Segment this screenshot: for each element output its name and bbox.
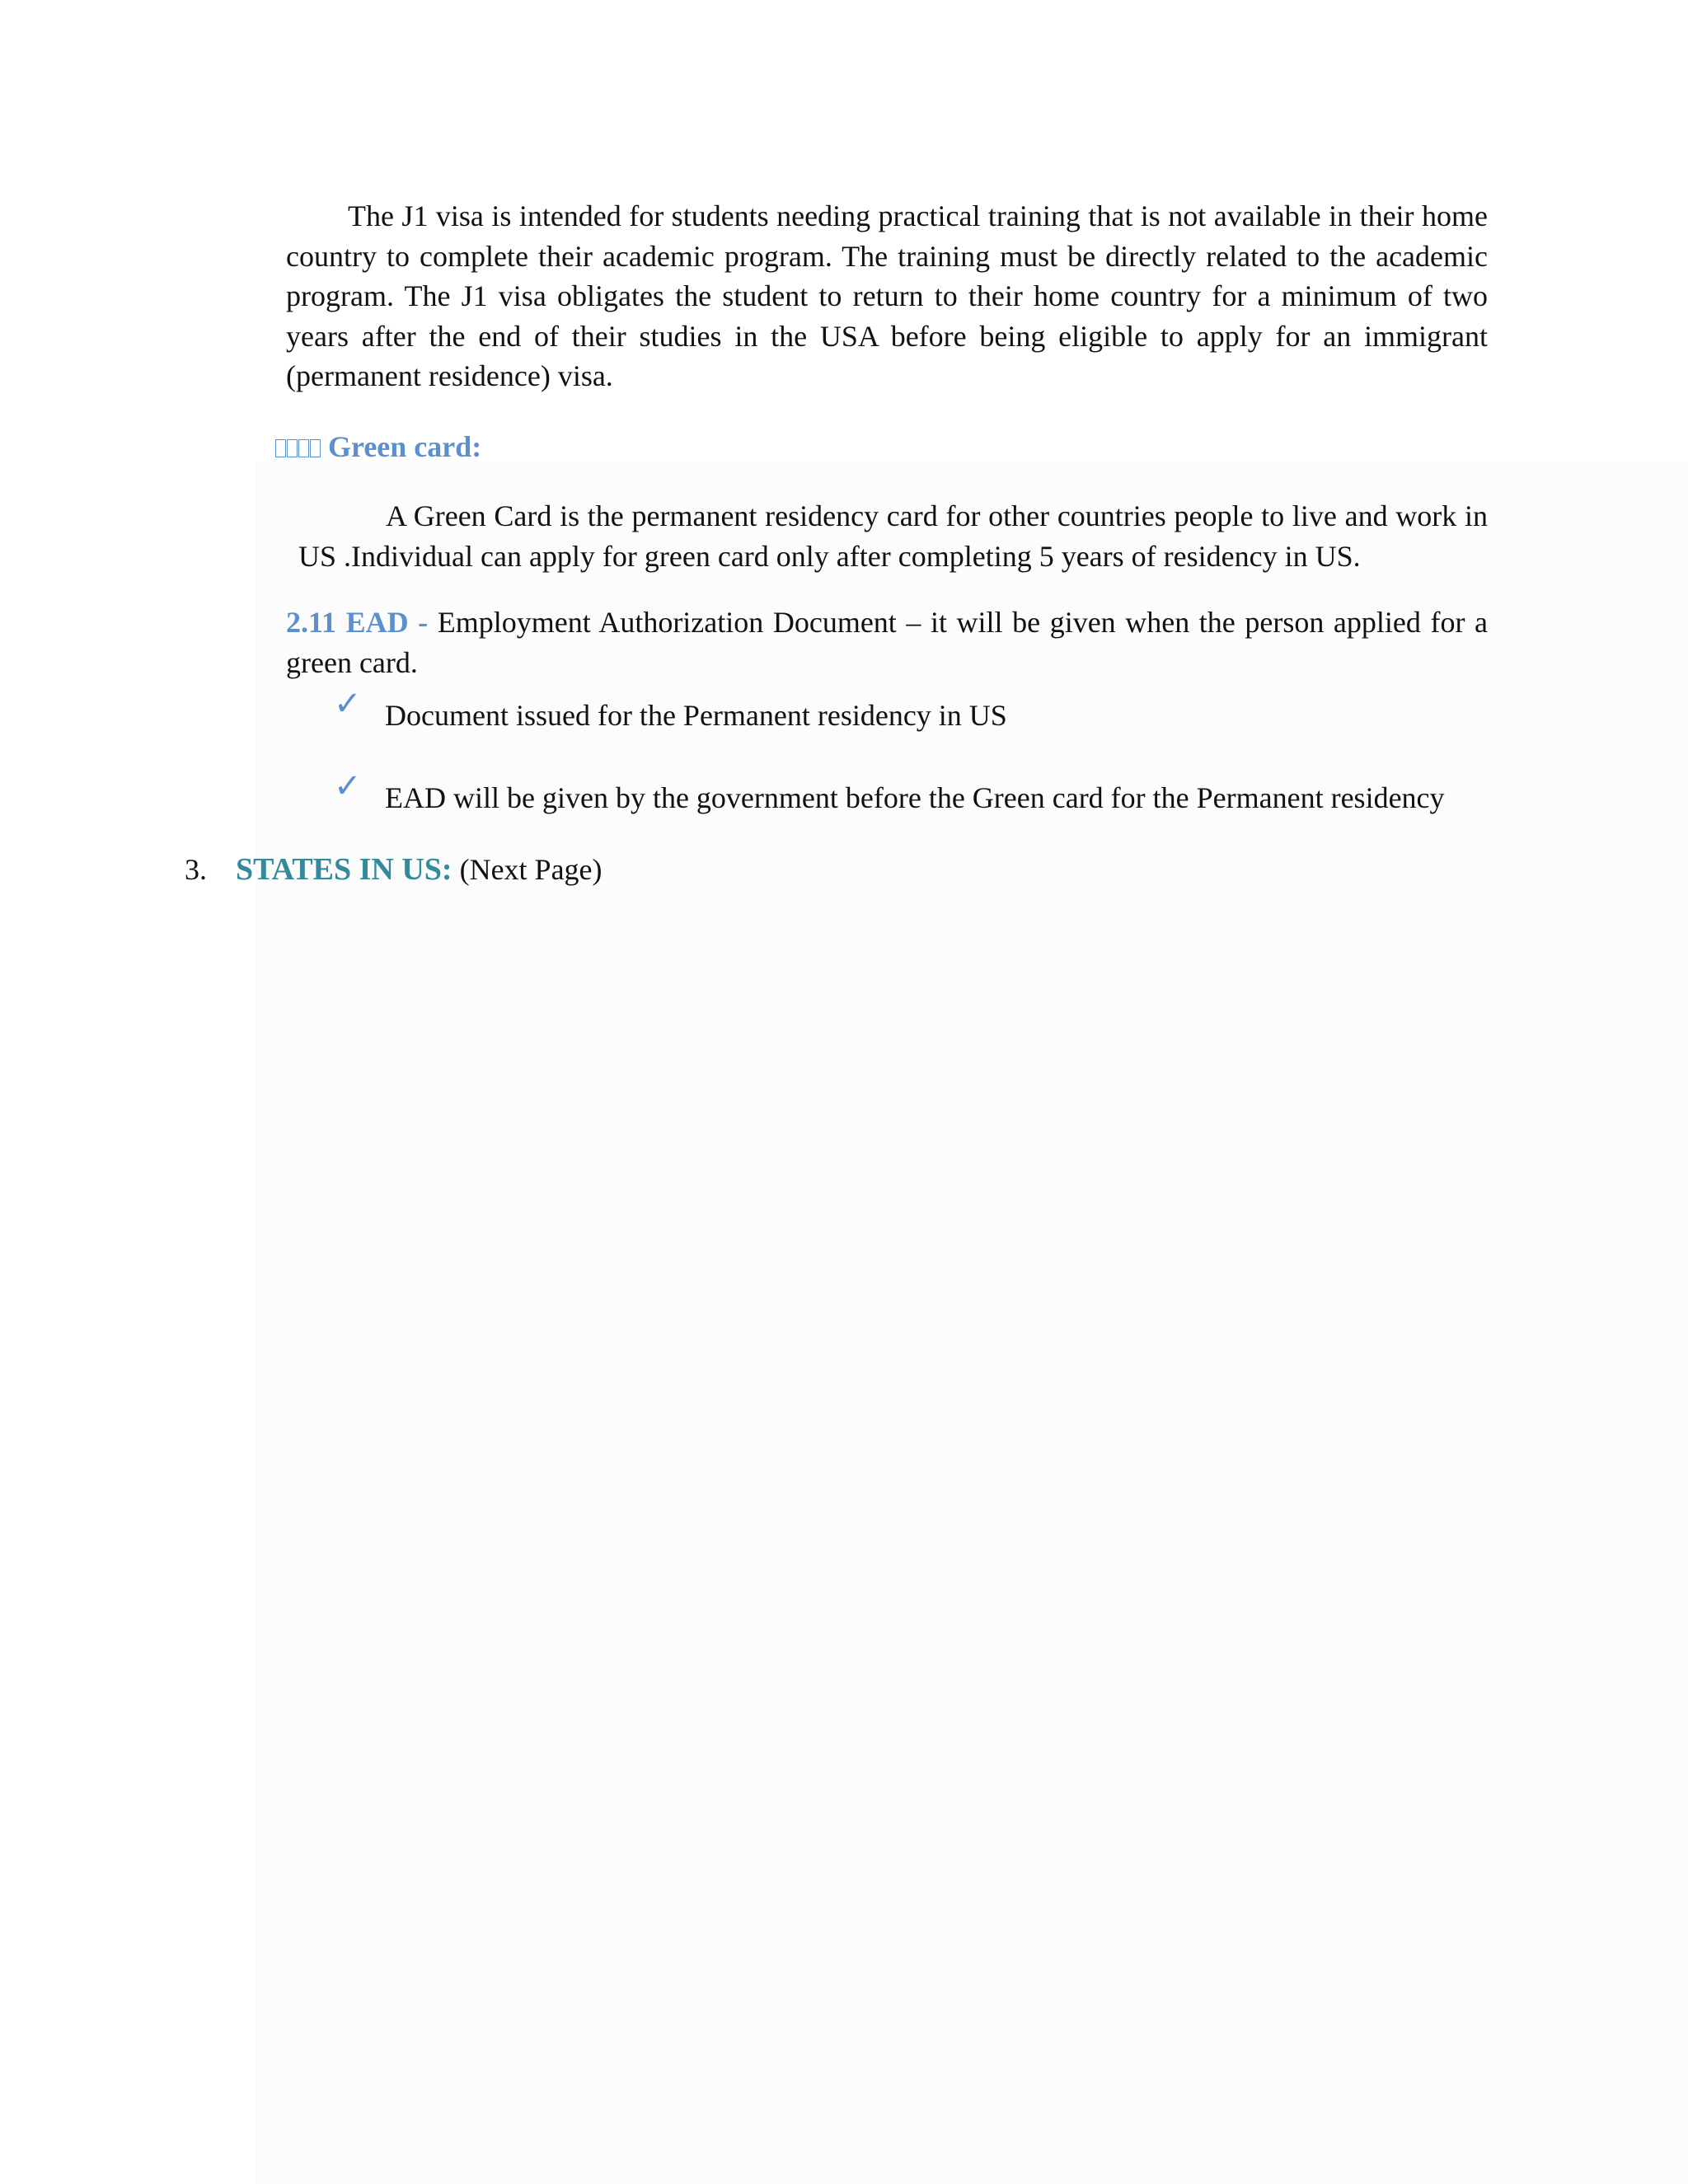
j1-visa-paragraph: The J1 visa is intended for students needing practical training that is not available in their home country to complete their academic program. The training must be directly related to the academic program. The J1 visa obligates the student to return to their home country for a minimum of two years after the end of their studies in the USA before being eligible to apply for an immigrant (permanent residence) visa. xyxy=(286,199,1488,392)
green-card-heading xyxy=(275,427,481,466)
list-item-text: Document issued for the Permanent residency in US xyxy=(385,699,1007,732)
green-card-paragraph: A Green Card is the permanent residency card for other countries people to live and work in US .Individual can apply for green card only after completing 5 years of residency in US. xyxy=(298,499,1488,573)
checkmark-icon: ✓ xyxy=(334,685,362,723)
ead-paragraph xyxy=(286,602,1488,682)
section-number: 3. xyxy=(185,853,207,886)
ead-text: Employment Authorization Document – it will be given when the person applied for a green card. xyxy=(286,606,1488,679)
list-item-text: EAD will be given by the government before the Green card for the Permanent residency xyxy=(385,781,1445,814)
ead-lead: 2.11 EAD - xyxy=(286,606,429,639)
section-title: STATES IN US: xyxy=(236,852,452,887)
green-card-heading-text: Green card: xyxy=(328,430,482,463)
section-note: (Next Page) xyxy=(452,853,603,886)
section-heading-body xyxy=(236,850,603,889)
checkmark-icon: ✓ xyxy=(334,767,362,805)
missing-glyph-icon xyxy=(275,430,321,463)
